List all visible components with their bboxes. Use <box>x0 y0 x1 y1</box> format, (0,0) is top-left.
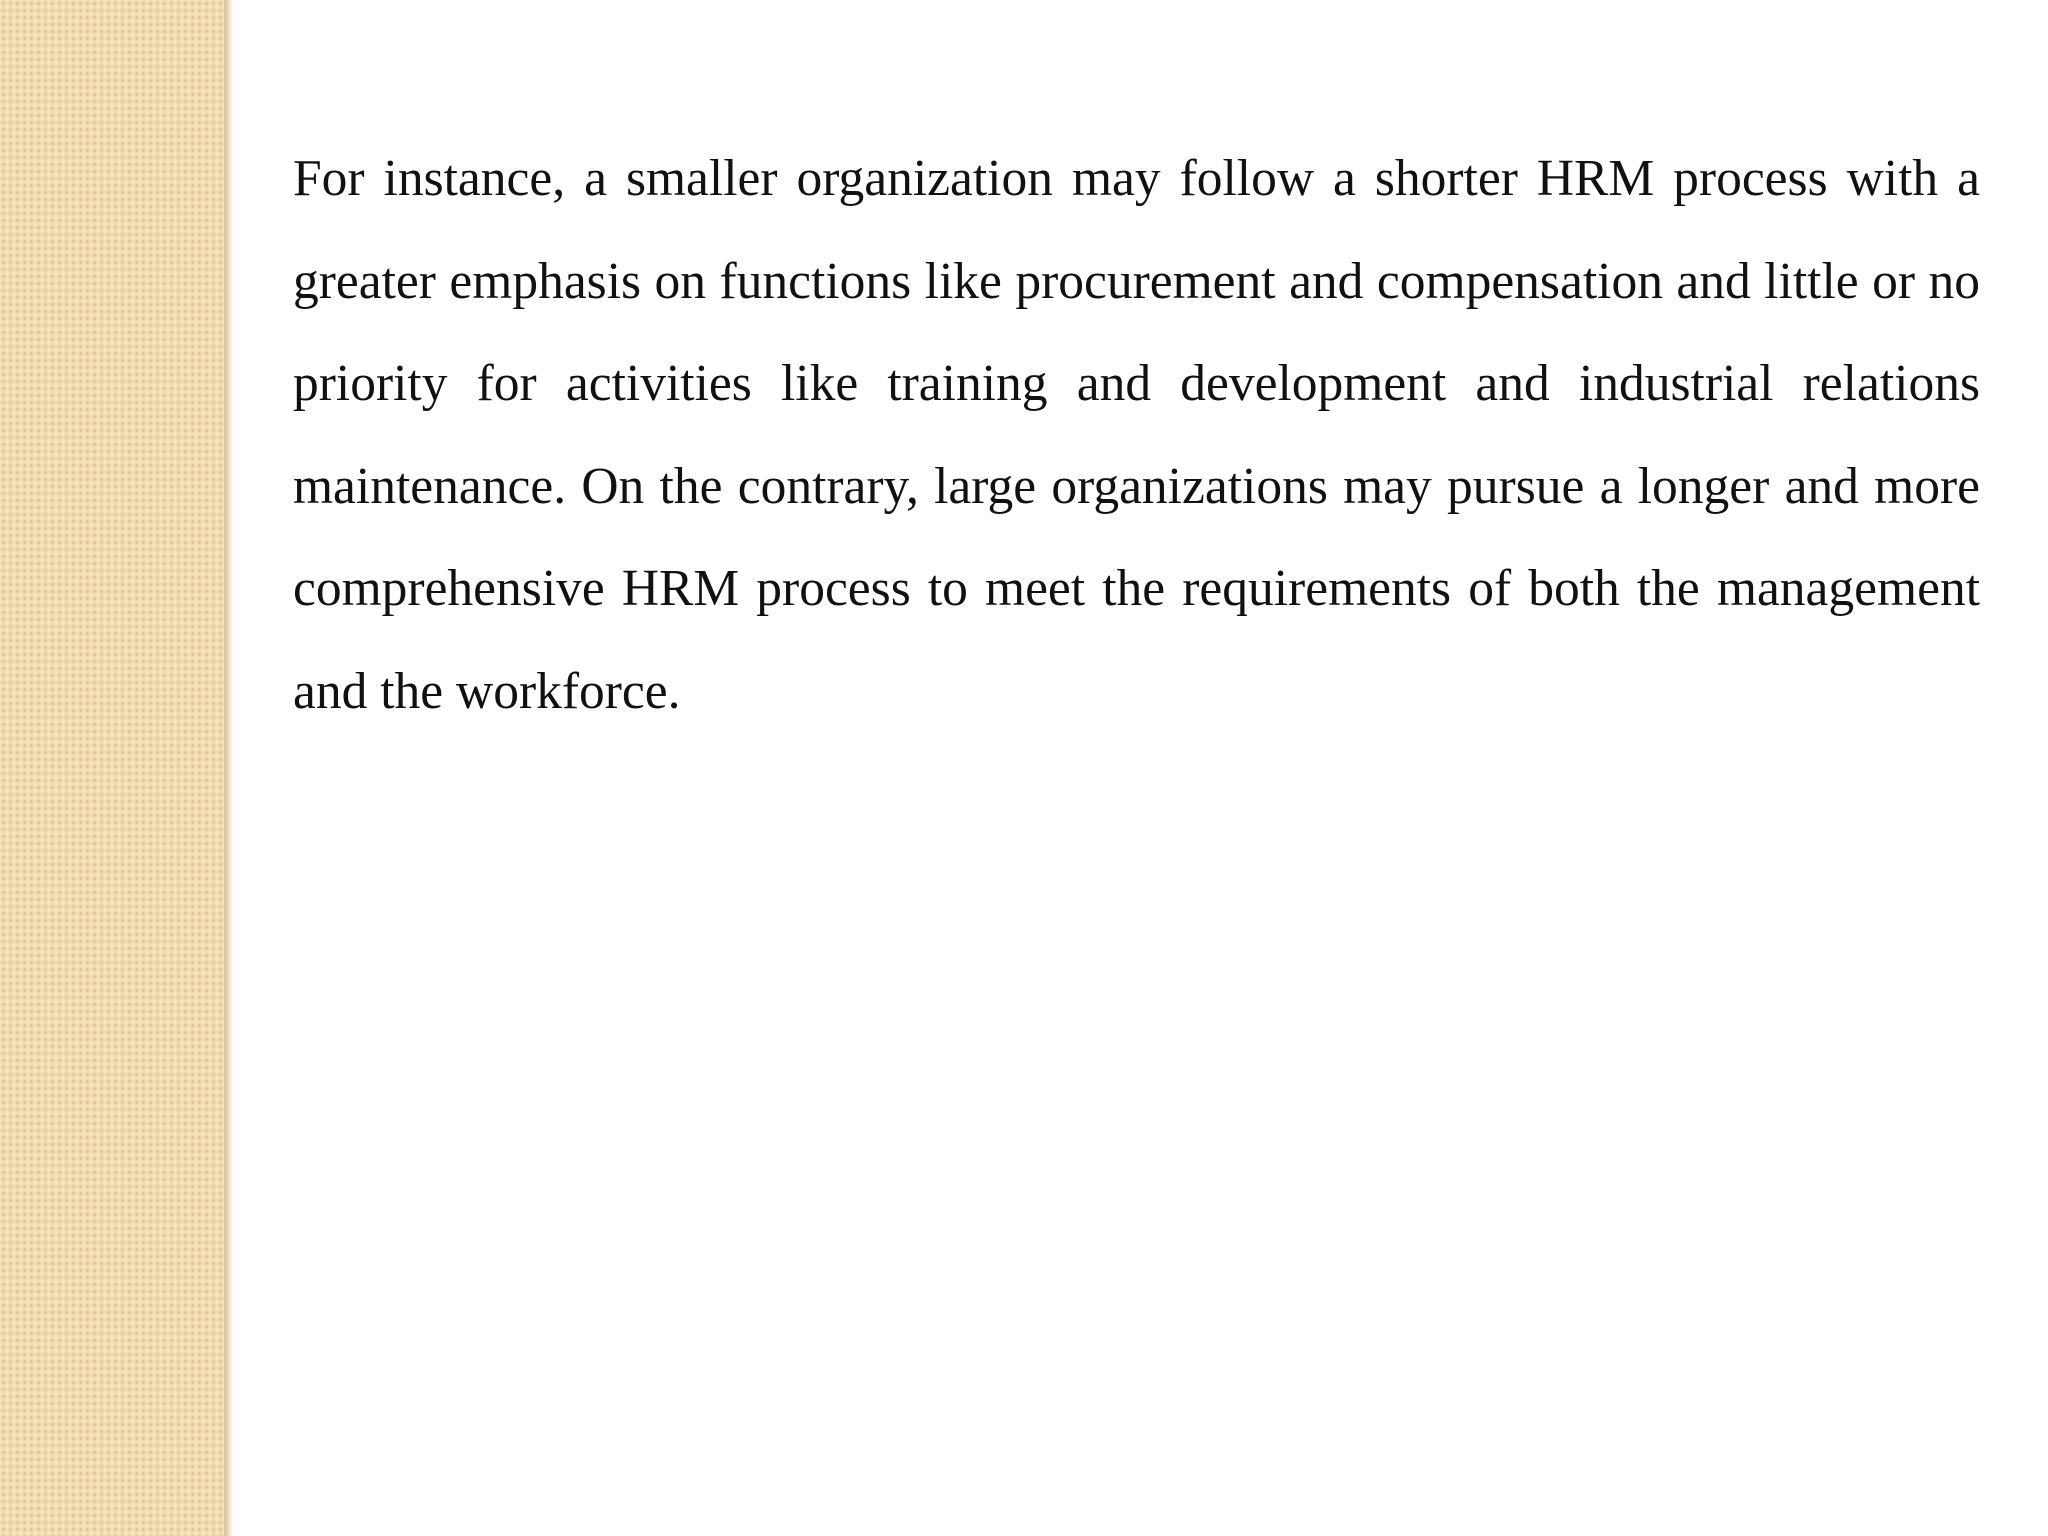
body-paragraph: For instance, a smaller organization may follow a shorter HRM process with a greater emphasis on functions like procurement and compensation and little or no priority for activities like training and development and industrial relations maintenance. On the contrary, large organizations may pursue a longer and more comprehensive HRM process to meet the requirements of both the management and the workforce. <box>293 150 1980 720</box>
side-band-shadow <box>224 0 232 1536</box>
decorative-side-band <box>0 0 224 1536</box>
